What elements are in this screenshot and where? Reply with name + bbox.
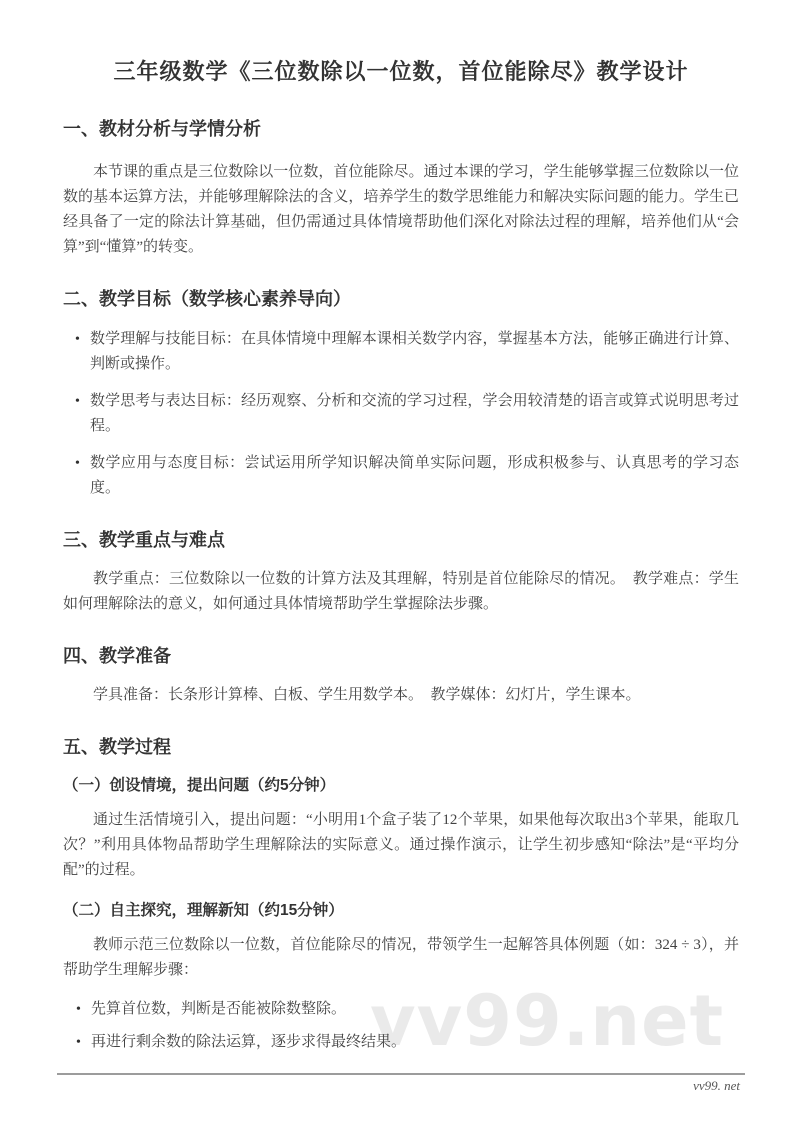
section-4-paragraph: 学具准备：长条形计算棒、白板、学生用数学本。 教学媒体：幻灯片，学生课本。: [93, 687, 641, 703]
footer-divider: [57, 1073, 745, 1075]
section-heading-2: 二、教学目标（数学核心素养导向）: [63, 289, 351, 309]
section-heading-3: 三、教学重点与难点: [63, 530, 225, 550]
footer-site-label: vv99. net: [693, 1078, 740, 1093]
subsection-5-2-paragraph: 教师示范三位数除以一位数，首位能除尽的情况，带领学生一起解答具体例题（如：324 ÷ 3），并帮助学生理解步骤：: [63, 937, 739, 978]
list-item: [76, 997, 739, 1022]
watermark-text: vv99.net: [370, 980, 725, 1062]
section-heading-5: 五、教学过程: [63, 737, 171, 757]
section-1-paragraph: 本节课的重点是三位数除以一位数，首位能除尽。通过本课的学习，学生能够掌握三位数除以一位数的基本运算方法，并能够理解除法的含义，培养学生的数学思维能力和解决实际问题的能力。学生已经具备了一定的除法计算基础，但仍需通过具体情境帮助他们深化对除法过程的理解，培养他们从“会算”到“懂算”的转变。: [63, 164, 739, 255]
bullet-icon: •: [75, 456, 80, 471]
bullet-icon: •: [76, 1002, 81, 1017]
list-item-text: 再进行剩余数的除法运算，逐步求得最终结果。: [91, 1034, 407, 1050]
list-item: [76, 1030, 739, 1055]
list-item: [75, 389, 739, 439]
subsection-heading-5-2: （二）自主探究，理解新知（约15分钟）: [63, 902, 344, 919]
list-item: [75, 327, 739, 377]
list-item-text: 数学思考与表达目标：经历观察、分析和交流的学习过程，学会用较清楚的语言或算式说明思考过程。: [90, 393, 739, 434]
list-item-text: 数学应用与态度目标：尝试运用所学知识解决简单实际问题，形成积极参与、认真思考的学习态度。: [90, 455, 739, 496]
section-3-paragraph: 教学重点：三位数除以一位数的计算方法及其理解，特别是首位能除尽的情况。 教学难点：学生如何理解除法的意义，如何通过具体情境帮助学生掌握除法步骤。: [63, 571, 739, 612]
section-heading-4: 四、教学准备: [63, 646, 171, 666]
list-item: [75, 451, 739, 501]
section-heading-1: 一、教材分析与学情分析: [63, 119, 261, 139]
subsection-5-1-paragraph: 通过生活情境引入，提出问题：“小明用1个盒子装了12个苹果，如果他每次取出3个苹果，能取几次？”利用具体物品帮助学生理解除法的实际意义。通过操作演示，让学生初步感知“除法”是“平均分配”的过程。: [63, 812, 739, 878]
page-title: 三年级数学《三位数除以一位数，首位能除尽》教学设计: [113, 59, 689, 84]
list-item-text: 数学理解与技能目标：在具体情境中理解本课相关数学内容，掌握基本方法，能够正确进行计算、判断或操作。: [90, 331, 739, 372]
steps-list: [63, 997, 739, 1055]
objectives-list: [63, 327, 739, 501]
bullet-icon: •: [75, 332, 80, 347]
bullet-icon: •: [75, 394, 80, 409]
list-item-text: 先算首位数，判断是否能被除数整除。: [91, 1001, 347, 1017]
bullet-icon: •: [76, 1035, 81, 1050]
subsection-heading-5-1: （一）创设情境，提出问题（约5分钟）: [63, 777, 336, 794]
